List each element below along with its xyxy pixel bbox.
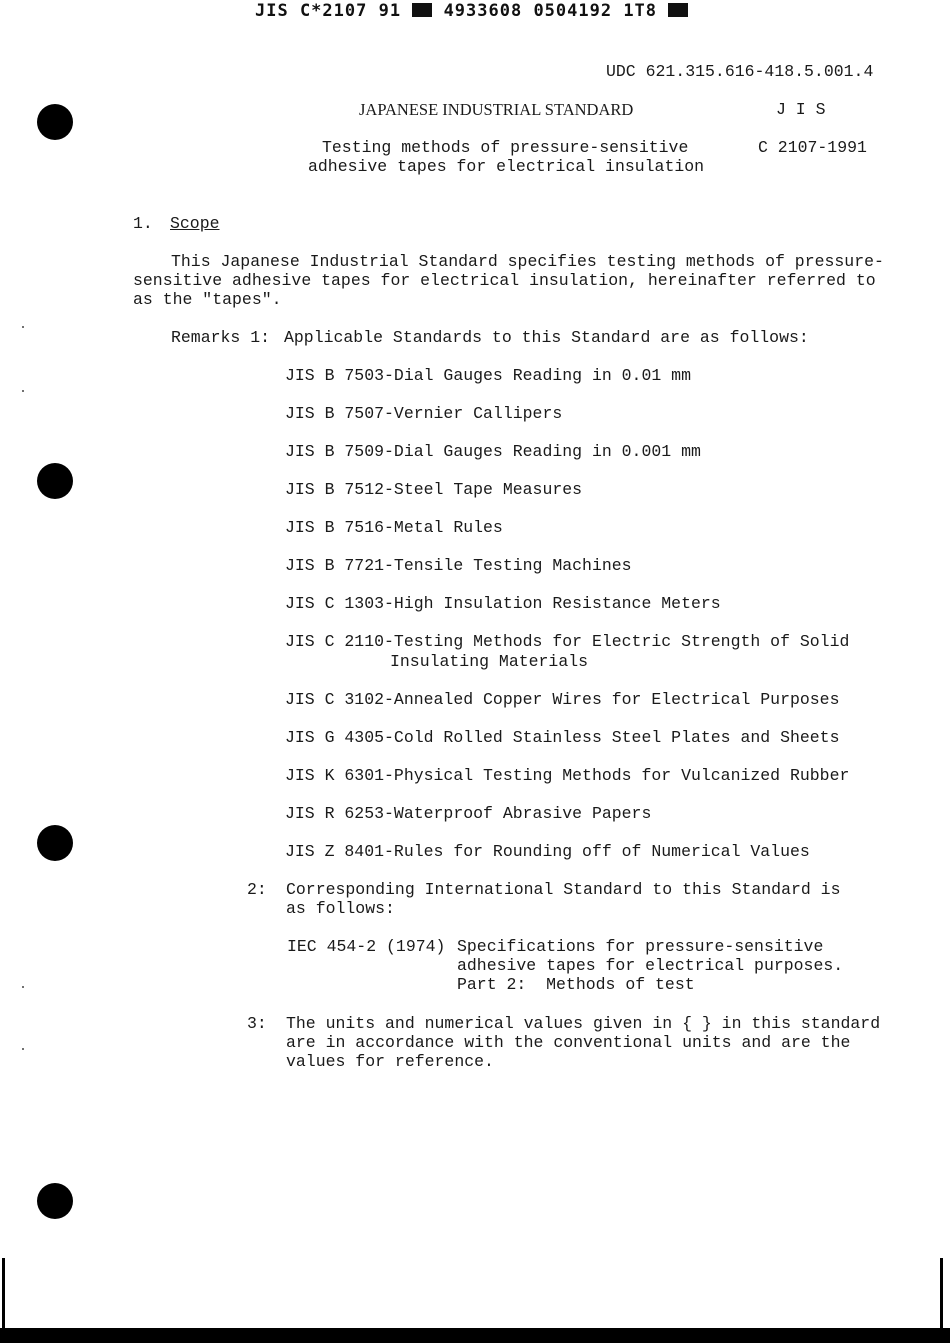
standard-reference: JIS B 7507-Vernier Callipers <box>285 404 563 423</box>
scan-speck <box>22 986 24 988</box>
title-line-1: Testing methods of pressure-sensitive <box>322 138 689 157</box>
standard-reference: JIS R 6253-Waterproof Abrasive Papers <box>285 804 652 823</box>
black-block-icon <box>668 3 688 17</box>
remarks-3-label: 3: <box>247 1014 267 1033</box>
standard-reference: JIS B 7503-Dial Gauges Reading in 0.01 mm <box>285 366 691 385</box>
page-edge-left <box>2 1258 5 1330</box>
document-code-prefix: JIS C*2107 91 <box>255 1 402 21</box>
punch-hole-icon <box>37 1183 73 1219</box>
standard-reference: JIS B 7512-Steel Tape Measures <box>285 480 583 499</box>
scan-speck <box>22 1048 24 1050</box>
punch-hole-icon <box>37 104 73 140</box>
remarks-2-label: 2: <box>247 880 267 899</box>
black-block-icon <box>412 3 432 17</box>
udc-number: UDC 621.315.616-418.5.001.4 <box>606 62 874 81</box>
scan-speck <box>22 326 24 328</box>
section-heading: Scope <box>170 214 220 233</box>
standard-type-heading: JAPANESE INDUSTRIAL STANDARD <box>359 100 634 119</box>
scope-paragraph-line: sensitive adhesive tapes for electrical insulation, hereinafter referred to <box>133 271 876 290</box>
standard-reference: JIS K 6301-Physical Testing Methods for Vulcanized Rubber <box>285 766 850 785</box>
document-code-header <box>255 2 688 21</box>
remarks-3-line: values for reference. <box>286 1052 494 1071</box>
standard-reference: JIS B 7509-Dial Gauges Reading in 0.001 mm <box>285 442 701 461</box>
iec-code: IEC 454-2 (1974) <box>287 937 446 956</box>
section-number: 1. <box>133 214 153 233</box>
remarks-2-line: as follows: <box>286 899 395 918</box>
punch-hole-icon <box>37 825 73 861</box>
iec-description-line: adhesive tapes for electrical purposes. <box>457 956 844 975</box>
standard-reference: JIS Z 8401-Rules for Rounding off of Numerical Values <box>285 842 810 861</box>
remarks-1-label: Remarks 1: <box>171 328 271 347</box>
iec-description-line: Part 2: Methods of test <box>457 975 695 994</box>
standard-reference: JIS C 2110-Testing Methods for Electric Strength of Solid <box>285 632 850 651</box>
remarks-3-line: are in accordance with the conventional units and are the <box>286 1033 851 1052</box>
standard-reference: JIS B 7721-Tensile Testing Machines <box>285 556 632 575</box>
remarks-3-line: The units and numerical values given in { } in this standard <box>286 1014 881 1033</box>
standard-reference: JIS C 1303-High Insulation Resistance Meters <box>285 594 721 613</box>
title-line-2: adhesive tapes for electrical insulation <box>308 157 705 176</box>
page-edge-bottom <box>0 1328 950 1343</box>
standard-reference: JIS C 3102-Annealed Copper Wires for Electrical Purposes <box>285 690 840 709</box>
standard-reference: JIS B 7516-Metal Rules <box>285 518 503 537</box>
standard-reference: JIS G 4305-Cold Rolled Stainless Steel Plates and Sheets <box>285 728 840 747</box>
standard-number: C 2107-1991 <box>758 138 867 157</box>
scope-paragraph-line: This Japanese Industrial Standard specifies testing methods of pressure- <box>171 252 884 271</box>
remarks-1-text: Applicable Standards to this Standard are as follows: <box>284 328 809 347</box>
iec-description-line: Specifications for pressure-sensitive <box>457 937 824 956</box>
scan-speck <box>22 390 24 392</box>
remarks-2-line: Corresponding International Standard to this Standard is <box>286 880 841 899</box>
punch-hole-icon <box>37 463 73 499</box>
document-code-suffix: 4933608 0504192 1T8 <box>443 1 658 21</box>
standard-reference-continuation: Insulating Materials <box>390 652 589 671</box>
page-edge-right <box>940 1258 943 1330</box>
jis-label: J I S <box>776 100 826 119</box>
scope-paragraph-line: as the "tapes". <box>133 290 282 309</box>
